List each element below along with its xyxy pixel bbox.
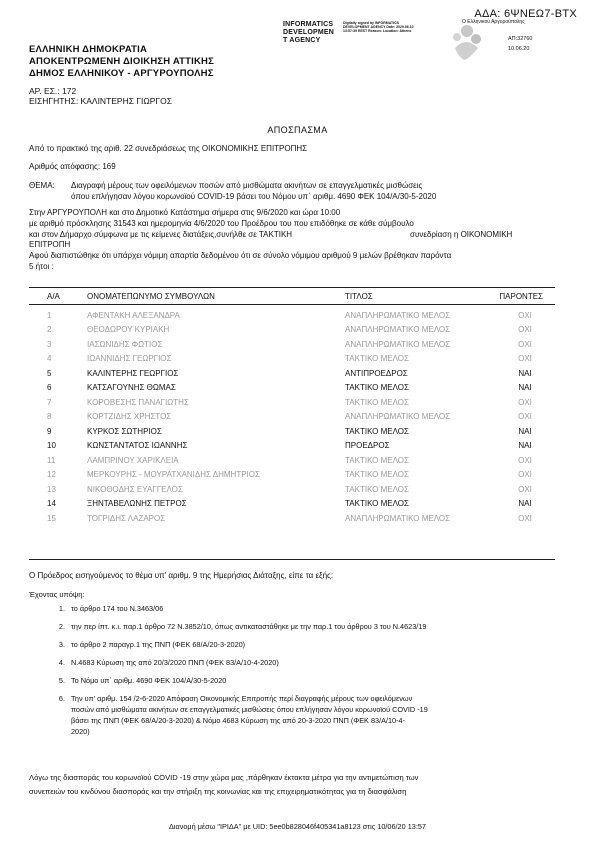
member-title: ΤΑΚΤΙΚΟ ΜΕΛΟΣ	[345, 455, 409, 465]
thema-label: ΘΕΜΑ:	[29, 181, 55, 190]
member-title: ΤΑΚΤΙΚΟ ΜΕΛΟΣ	[345, 470, 409, 480]
member-present: ΝΑΙ	[518, 368, 532, 378]
table-row	[29, 308, 555, 323]
member-title: ΑΝΑΠΛΗΡΩΜΑΤΙΚΟ ΜΕΛΟΣ	[345, 513, 451, 523]
member-title: ΑΝΑΠΛΗΡΩΜΑΤΙΚΟ ΜΕΛΟΣ	[345, 412, 451, 422]
it-agency-logo	[283, 21, 334, 45]
intro-line: συνεδρίαση η ΟΙΚΟΝΟΜΙΚΗ	[410, 230, 513, 239]
it-logo-line: DEVELOPMEN	[283, 29, 335, 36]
law-number: 3.	[58, 640, 65, 649]
law-item	[29, 675, 559, 686]
municipality-logo-text: Ο Ελληνικού Αργυρούπολης	[462, 19, 525, 25]
member-present: ΟΧΙ	[518, 339, 532, 349]
table-top-rule	[29, 287, 555, 288]
law-item	[29, 693, 559, 737]
col-header-present: ΠΑΡΟΝΤΕΣ	[499, 292, 543, 301]
law-number: 1.	[58, 604, 65, 613]
member-name: ΚΑΛΙΝΤΕΡΗΣ ΓΕΩΡΓΙΟΣ	[87, 368, 179, 378]
member-present: ΟΧΙ	[518, 470, 532, 480]
member-aa: 7	[47, 397, 52, 407]
col-header-aa: Α/Α	[47, 292, 60, 301]
law-text	[71, 621, 559, 632]
member-aa: 11	[47, 455, 56, 465]
intro-line: με αριθμό πρόσκλησης 31543 και ημερομηνία 4/6/2020 του Προέδρου του που επιδόθηκε σε κάθε σύμβουλο	[29, 219, 414, 228]
law-text	[71, 675, 559, 686]
member-present: ΟΧΙ	[518, 354, 532, 364]
table-row	[29, 439, 555, 454]
law-text	[71, 657, 559, 668]
law-text-line: το άρθρο 174 του Ν.3463/06	[71, 604, 164, 613]
member-aa: 2	[47, 325, 52, 335]
member-name: ΛΑΜΠΡΙΝΟΥ ΧΑΡΙΚΛΕΙΑ	[87, 455, 179, 465]
intro-line: και στον Δήμαρχο σύμφωνα με τις κείμενες διατάξεις,συνήλθε σε ΤΑΚΤΙΚΗ	[29, 230, 293, 239]
member-present: ΝΑΙ	[518, 441, 532, 451]
table-row	[29, 381, 555, 396]
member-present: ΟΧΙ	[518, 310, 532, 320]
member-title: ΑΝΑΠΛΗΡΩΜΑΤΙΚΟ ΜΕΛΟΣ	[345, 339, 451, 349]
table-row	[29, 468, 555, 483]
law-number: 2.	[58, 622, 65, 631]
member-name: ΚΩΝΣΤΑΝΤΑΤΟΣ ΙΩΑΝΝΗΣ	[87, 441, 188, 451]
it-logo-line: T AGENCY	[283, 37, 321, 44]
member-name: ΚΟΡΟΒΕΣΗΣ ΠΑΝΑΓΙΩΤΗΣ	[87, 397, 189, 407]
member-aa: 8	[47, 412, 52, 422]
law-text-line: την περ ίπτ. κ.ι. παρ.1 άρθρο 72 Ν.3852/10, όπως αντικαταστάθηκε με την παρ.1 του άρθρου 3 του Ν.4623/19	[71, 622, 427, 631]
intro-line: Στην ΑΡΓΥΡΟΥΠΟΛΗ και στο Δημοτικό Κατάστημα σήμερα στις 9/6/2020 και ώρα 10:00	[29, 208, 341, 217]
eisigitis: ΕΙΣΗΓΗΤΗΣ: ΚΑΛΙΝΤΕΡΗΣ ΓΙΩΡΓΟΣ	[29, 96, 172, 106]
table-row	[29, 337, 555, 352]
member-name: ΞΗΝΤΑΒΕΛΩΝΗΣ ΠΕΤΡΟΣ	[87, 499, 187, 509]
member-aa: 10	[47, 441, 56, 451]
law-text-line: 2020)	[71, 727, 90, 736]
exontas-ypopsin: Έχοντας υπόψη:	[29, 590, 85, 599]
table-row	[29, 482, 555, 497]
member-title: ΤΑΚΤΙΚΟ ΜΕΛΟΣ	[345, 499, 409, 509]
law-text-line: ποσών από μισθώματα ακινήτων σε επαγγελματικές μισθώσεις όπου επλήγησαν λόγου κορωνοϊού COVID -19	[71, 705, 428, 714]
closing-line: Λόγω της διασποράς του κορωνοϊού COVID -19 στην χώρα μας ,πάρθηκαν έκτακτα μέτρα για την αντιμετώπιση των	[29, 773, 419, 782]
table-row	[29, 497, 555, 512]
table-row	[29, 352, 555, 367]
member-present: ΟΧΙ	[518, 455, 532, 465]
member-title: ΤΑΚΤΙΚΟ ΜΕΛΟΣ	[345, 354, 409, 364]
decision-number: Αριθμός απόφασης: 169	[29, 162, 116, 171]
member-aa: 4	[47, 354, 52, 364]
law-number: 6.	[58, 694, 65, 703]
member-present: ΟΧΙ	[518, 397, 532, 407]
intro-line: ΕΠΙΤΡΟΠΗ	[29, 240, 71, 249]
law-item	[29, 639, 559, 650]
law-text-line: Το Νόμο υπ΄ αριθμ. 4690 ΦΕΚ 104/Α/30-5-2020	[71, 676, 227, 685]
member-title: ΑΝΑΠΛΗΡΩΜΑΤΙΚΟ ΜΕΛΟΣ	[345, 310, 451, 320]
header-line: ΕΛΛΗΝΙΚΗ ΔΗΜΟΚΡΑΤΙΑ	[29, 44, 148, 55]
member-present: ΟΧΙ	[518, 412, 532, 422]
law-item	[29, 657, 559, 668]
ada-code: ΑΔΑ: 6ΨΝΕΩ7-ΒΤΧ	[474, 8, 577, 20]
digital-signature-text: Digitally signed by INFORMATICS DEVELOPMENT AGENCY Date: 2020.06.10 13:57:39 EEST Reason: Location: Athens	[343, 21, 414, 34]
member-name: ΤΟΓΡΙΔΗΣ ΛΑΖΑΡΟΣ	[87, 513, 166, 523]
member-title: ΑΝΑΠΛΗΡΩΜΑΤΙΚΟ ΜΕΛΟΣ	[345, 325, 451, 335]
member-name: ΚΥΡΚΟΣ ΣΩΤΗΡΙΟΣ	[87, 426, 162, 436]
member-aa: 13	[47, 484, 56, 494]
member-name: ΚΟΡΤΖΙΔΗΣ ΧΡΗΣΤΟΣ	[87, 412, 172, 422]
law-text-line: το άρθρο 2 παραγρ.1 της ΠΝΠ (ΦΕΚ 68/Α/20-3-2020)	[71, 640, 246, 649]
member-aa: 15	[47, 513, 56, 523]
law-text-line: Την υπ' αριθμ. 154 /2-6-2020 Απόφαση Οικονομικής Επιτροπής περί διαγραφής μέρους των οφειλόμενων	[71, 694, 413, 703]
thema-line: Διαγραφή μέρους των οφειλόμενων ποσών από μισθώματα ακινήτων σε επαγγελματικές μισθώσεις	[71, 181, 423, 190]
member-title: ΤΑΚΤΙΚΟ ΜΕΛΟΣ	[345, 397, 409, 407]
law-item	[29, 621, 559, 632]
ar-es: ΑΡ. ΕΣ.: 172	[29, 86, 77, 96]
header-line: ΔΗΜΟΣ ΕΛΛΗΝΙΚΟΥ - ΑΡΓΥΡΟΥΠΟΛΗΣ	[29, 68, 214, 79]
member-title: ΠΡΟΕΔΡΟΣ	[345, 441, 390, 451]
protocol-number: ΑΠ:32760	[508, 36, 533, 42]
intro-line: 5 ήτοι :	[29, 262, 54, 271]
table-header-row	[29, 289, 555, 304]
footer-distribution: Διανομή μέσω "ΙΡΙΔΑ" με UID: 5ee0b828046f405341a8123 στις 10/06/20 13:57	[169, 822, 426, 831]
member-aa: 6	[47, 383, 52, 393]
member-present: ΟΧΙ	[518, 325, 532, 335]
law-text	[71, 603, 559, 614]
protocol-stamp	[508, 34, 532, 54]
law-number: 5.	[58, 676, 65, 685]
table-row	[29, 511, 555, 526]
members-table	[29, 289, 555, 526]
intro-line: Αφού διαπιστώθηκε ότι υπάρχει νόμιμη απαρτία δεδομένου ότι σε σύνολο νόμιμου αριθμού 9 μελών βρέθηκαν παρόντα	[29, 251, 452, 260]
member-title: ΤΑΚΤΙΚΟ ΜΕΛΟΣ	[345, 383, 409, 393]
member-name: ΑΦΕΝΤΑΚΗ ΑΛΕΞΑΝΔΡΑ	[87, 310, 180, 320]
law-number: 4.	[58, 658, 65, 667]
member-present: ΝΑΙ	[518, 383, 532, 393]
law-text-line: Ν.4683 Κύρωση της από 20/3/2020 ΠΝΠ (ΦΕΚ 83/Α/10-4-2020)	[71, 658, 279, 667]
proedros-text: Ο Πρόεδρος εισηγούμενος το θέμα υπ' αριθμ. 9 της Ημερήσιας Διάταξης, είπε τα εξής:	[29, 571, 334, 580]
member-name: ΜΕΡΚΟΥΡΗΣ - ΜΟΥΡΑΤΧΑΝΙΔΗΣ ΔΗΜΗΤΡΙΟΣ	[87, 470, 260, 480]
law-text-line: βάσει της ΠΝΠ (ΦΕΚ 68/Α/20-3-2020) & Νόμο 4683 Κύρωση της από 20-3-2020 ΠΝΠ (ΦΕΚ 83/Α/10-4-	[71, 716, 406, 725]
table-bottom-rule	[29, 559, 555, 560]
member-name: ΝΙΚΟΘΟΔΗΣ ΕΥΑΓΓΕΛΟΣ	[87, 484, 183, 494]
member-aa: 12	[47, 470, 56, 480]
member-name: ΘΕΟΔΩΡΟΥ ΚΥΡΙΑΚΗ	[87, 325, 170, 335]
member-name: ΙΑΣΩΝΙΔΗΣ ΦΩΤΙΟΣ	[87, 339, 163, 349]
member-aa: 5	[47, 368, 52, 378]
reference-block	[29, 86, 172, 106]
table-row	[29, 424, 555, 439]
member-title: ΤΑΚΤΙΚΟ ΜΕΛΟΣ	[345, 484, 409, 494]
laws-list	[29, 603, 559, 744]
thema-line: όπου επλήγησαν λόγου κορωνοϊού COVID-19 βάσει του Νόμου υπ΄ αριθμ. 4690 ΦΕΚ 104/Α/30-5-2020	[71, 192, 437, 201]
member-aa: 14	[47, 499, 56, 509]
praktiko-text: Από το πρακτικό της αριθ. 22 συνεδριάσεως της ΟΙΚΟΝΟΜΙΚΗΣ ΕΠΙΤΡΟΠΗΣ	[29, 144, 308, 153]
it-logo-line: INFORMATICS	[283, 21, 334, 28]
member-aa: 9	[47, 426, 52, 436]
table-row	[29, 395, 555, 410]
member-name: ΚΑΤΣΑΓΟΥΝΗΣ ΘΩΜΑΣ	[87, 383, 176, 393]
header-line: ΑΠΟΚΕΝΤΡΩΜΕΝΗ ΔΙΟΙΚΗΣΗ ΑΤΤΙΚΗΣ	[29, 56, 214, 67]
col-header-title: ΤΙΤΛΟΣ	[345, 292, 373, 301]
member-present: ΝΑΙ	[518, 499, 532, 509]
table-row	[29, 323, 555, 338]
protocol-date: 10.06.20	[508, 46, 530, 52]
col-header-name: ΟΝΟΜΑΤΕΠΩΝΥΜΟ ΣΥΜΒΟΥΛΩΝ	[87, 292, 215, 301]
member-aa: 1	[47, 310, 52, 320]
law-text	[71, 693, 559, 737]
table-row	[29, 410, 555, 425]
member-aa: 3	[47, 339, 52, 349]
document-title: ΑΠΟΣΠΑΣΜΑ	[267, 125, 328, 135]
member-present: ΟΧΙ	[518, 484, 532, 494]
member-present: ΟΧΙ	[518, 513, 532, 523]
municipality-logo-icon	[447, 22, 485, 62]
authority-header	[29, 44, 214, 80]
closing-line: συνεπειών του κινδύνου διασποράς και την στήριξη της κοινωνίας και της επιχειρηματικότητας για τη διασφάλιση	[29, 787, 407, 796]
member-title: ΤΑΚΤΙΚΟ ΜΕΛΟΣ	[345, 426, 409, 436]
member-present: ΝΑΙ	[518, 426, 532, 436]
member-name: ΙΩΑΝΝΙΔΗΣ ΓΕΩΡΓΙΟΣ	[87, 354, 172, 364]
law-text	[71, 639, 559, 650]
law-item	[29, 603, 559, 614]
table-row	[29, 453, 555, 468]
member-title: ΑΝΤΙΠΡΟΕΔΡΟΣ	[345, 368, 408, 378]
table-row	[29, 366, 555, 381]
